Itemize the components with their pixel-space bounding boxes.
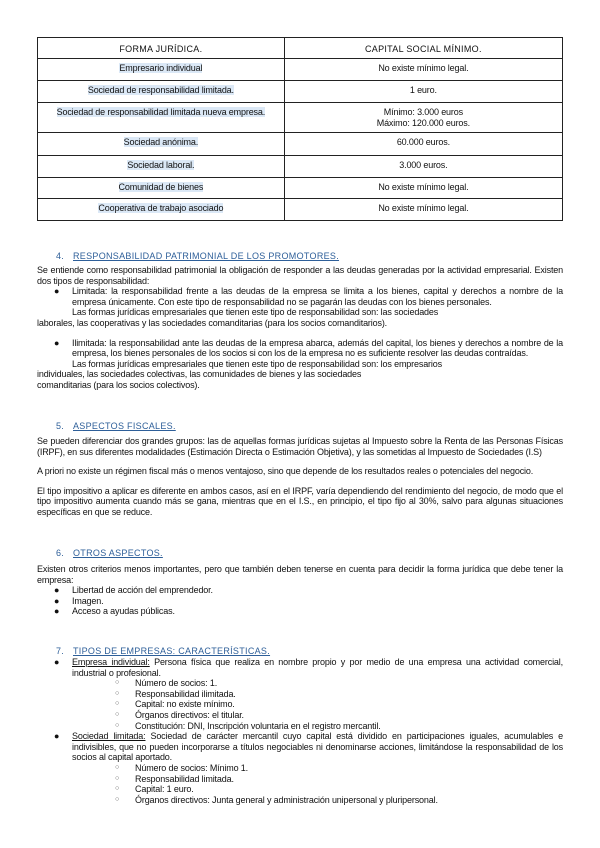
cell-capital: 3.000 euros. [284,156,562,178]
sub-item [37,678,563,689]
cell-forma: Empresario individual [119,63,203,73]
circle-bullet-icon: ○ [115,774,120,782]
paragraph: Se pueden diferenciar dos grandes grupos: las de aquellas formas jurídicas sujetas al Impuesto sobre la Renta de las Personas Físicas (IRPF), en sus diferentes modalidades (Estimación Directa o Estimación Objetiva), y las sometidas al Impuesto de Sociedades (I.S) [37,436,563,457]
bullet-icon: ● [54,606,60,617]
cell-forma: Sociedad laboral. [127,160,195,170]
cell-forma: Sociedad de responsabilidad limitada nueva empresa. [56,107,266,117]
circle-bullet-icon: ○ [115,763,120,771]
sub-item-text: Responsabilidad ilimitada. [135,688,236,699]
list-item-empresa-individual [37,657,563,678]
list-item-text: Imagen. [72,595,104,606]
section-number: 7. [56,646,65,656]
sub-item [37,710,563,721]
sub-item-text: Órganos directivos: el titular. [135,709,244,720]
table-row [38,133,563,156]
term-description: Persona física que realiza en nombre propio y por medio de una empresa una actividad comercial, industrial o profesional. [72,657,563,678]
section-7-body [37,657,563,805]
paragraph: A priori no existe un régimen fiscal más o menos ventajoso, sino que depende de los resultados reales o potenciales del negocio. [37,466,534,477]
list-item-text: Ilimitada: la responsabilidad ante las deudas de la empresa abarca, además del capital, los bienes y derechos a nombre de la empresa, los bienes personales de los socios si con los de la empresa no es suficiente resolver las deudas contraídas. [72,337,563,359]
sub-item-text: Responsabilidad limitada. [135,773,234,784]
sub-item [37,721,563,732]
paragraph: comanditarias (para los socios colectivos). [37,379,200,390]
cell-capital-min: Mínimo: 3.000 euros [383,107,463,117]
paragraph: Existen otros criterios menos importantes, pero que también deben tenerse en cuenta para decidir la forma jurídica que debe tener la empresa: [37,564,563,585]
sub-item [37,763,563,774]
list-item [37,606,563,617]
header-forma: FORMA JURÍDICA. [38,38,285,59]
section-5-heading [56,421,176,431]
paragraph: Las formas jurídicas empresariales que tienen este tipo de responsabilidad son: los empresarios [72,358,442,369]
cell-capital-max: Máximo: 120.000 euros. [376,118,470,128]
term-description: Sociedad de carácter mercantil cuyo capital está dividido en participaciones iguales, acumulables e indivisibles, que no pueden incorporarse a títulos negociables ni denominarse acciones, limitándose la responsabilidad de los socios al capital aportado. [72,731,563,763]
bullet-icon: ● [54,585,60,596]
bullet-icon: ● [54,286,60,297]
cell-forma: Sociedad de responsabilidad limitada. [87,85,234,95]
table-row [38,156,563,178]
list-item [37,596,563,607]
list-item-text: Libertad de acción del emprendedor. [72,585,213,596]
term-label: Empresa individual: [72,657,150,667]
sub-item-text: Capital: 1 euro. [135,784,194,795]
circle-bullet-icon: ○ [115,679,120,687]
section-title: RESPONSABILIDAD PATRIMONIAL DE LOS PROMOTORES. [73,251,340,261]
sub-item-text: Número de socios: 1. [135,678,218,689]
bullet-icon: ● [54,657,60,667]
sub-item [37,784,563,795]
cell-forma: Sociedad anónima. [123,137,199,147]
table-row [38,178,563,199]
capital-table [37,37,563,221]
paragraph: Las formas jurídicas empresariales que tienen este tipo de responsabilidad son: las sociedades [72,307,439,318]
section-6-heading [56,548,163,558]
sub-item [37,795,563,806]
cell-capital: No existe mínimo legal. [284,178,562,199]
sub-item-text: Capital: no existe mínimo. [135,699,235,710]
sub-item-text: Órganos directivos: Junta general y administración unipersonal y pluripersonal. [135,794,438,805]
section-7-heading [56,646,270,656]
list-item [37,286,563,307]
paragraph: individuales, las sociedades colectivas, las comunidades de bienes y las sociedades [37,369,362,380]
table-row [38,199,563,221]
bullet-icon: ● [54,595,60,606]
section-title: ASPECTOS FISCALES. [73,421,176,431]
table-row [38,81,563,103]
circle-bullet-icon: ○ [115,700,120,708]
cell-capital: 1 euro. [284,81,562,103]
cell-capital: No existe mínimo legal. [284,59,562,81]
circle-bullet-icon: ○ [115,689,120,697]
cell-forma: Cooperativa de trabajo asociado [98,203,224,213]
section-title: TIPOS DE EMPRESAS: CARACTERÍSTICAS. [73,646,271,656]
paragraph: laborales, las cooperativas y las sociedades comanditarias (para los socios comanditarios). [37,317,388,328]
header-capital: CAPITAL SOCIAL MÍNIMO. [284,38,562,59]
section-6-body [37,564,563,617]
sub-item [37,774,563,785]
paragraph: Se entiende como responsabilidad patrimonial la obligación de responder a las deudas generadas por la actividad empresarial. Existen dos tipos de responsabilidad: [37,265,563,286]
bullet-icon: ● [54,337,60,348]
section-title: OTROS ASPECTOS. [73,548,163,558]
paragraph: El tipo impositivo a aplicar es diferente en ambos casos, así en el IRPF, varía dependiendo del rendimiento del negocio, de modo que el tipo impositivo aumenta cuando más se gana, mientras que en el I.S., en principio, el tipo fijo al 30%, salvo para algunas situaciones específicas en que se reduce. [37,485,563,517]
section-4-heading [56,251,339,261]
table-row [38,59,563,81]
section-4-body [37,265,563,391]
circle-bullet-icon: ○ [115,785,120,793]
cell-capital: No existe mínimo legal. [284,199,562,221]
section-number: 6. [56,548,65,558]
section-number: 5. [56,421,65,431]
circle-bullet-icon: ○ [115,721,120,729]
sub-item-text: Constitución: DNI, Inscripción voluntaria en el registro mercantil. [135,720,381,731]
sub-item [37,689,563,700]
table-row [38,103,563,133]
term-label: Sociedad limitada: [72,731,146,742]
circle-bullet-icon: ○ [115,795,120,803]
bullet-icon: ● [54,731,60,742]
section-5-body [37,436,563,518]
cell-forma: Comunidad de bienes [118,182,204,192]
sub-item [37,699,563,710]
list-item-text: Acceso a ayudas públicas. [72,606,175,617]
cell-capital: 60.000 euros. [284,133,562,156]
sub-item-text: Número de socios: Mínimo 1. [135,762,248,773]
list-item [37,338,563,359]
list-item-sociedad-limitada [37,731,563,763]
circle-bullet-icon: ○ [115,710,120,718]
section-number: 4. [56,251,65,261]
list-item-text: Limitada: la responsabilidad frente a las deudas de la empresa se limita a los bienes, capital y derechos a nombre de la empresa únicamente. Con este tipo de responsabilidad no se pagarán las deudas con los bienes personales. [72,286,563,307]
list-item [37,585,563,596]
